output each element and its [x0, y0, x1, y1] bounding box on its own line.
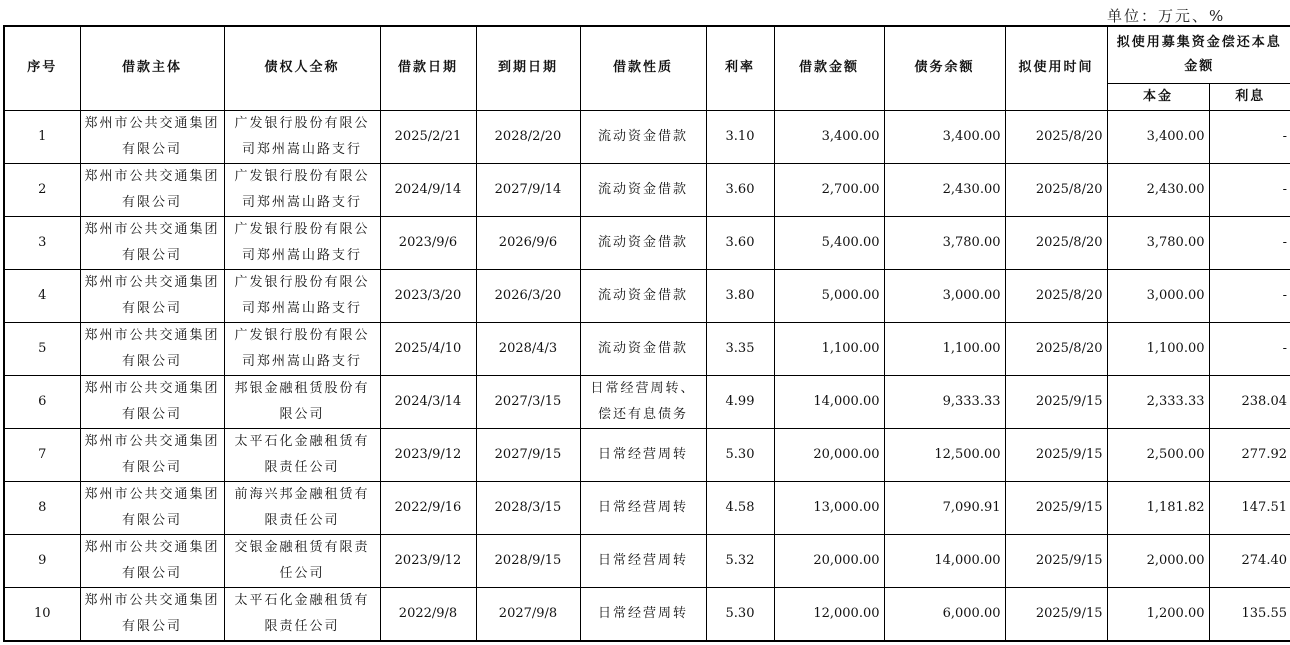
cell-creditor: 广发银行股份有限公司郑州嵩山路支行: [224, 322, 380, 375]
cell-balance: 3,400.00: [884, 110, 1005, 163]
cell-creditor: 广发银行股份有限公司郑州嵩山路支行: [224, 110, 380, 163]
cell-interest: 274.40: [1209, 534, 1290, 587]
unit-label: 单位：万元、%: [1107, 7, 1226, 25]
cell-nature: 流动资金借款: [580, 269, 706, 322]
cell-loan-date: 2024/3/14: [380, 375, 476, 428]
table-row: [4, 481, 1290, 534]
cell-nature: 日常经营周转: [580, 587, 706, 641]
cell-no: 7: [4, 428, 80, 481]
cell-loan-date: 2022/9/8: [380, 587, 476, 641]
cell-use-time: 2025/9/15: [1005, 375, 1107, 428]
cell-no: 8: [4, 481, 80, 534]
header-balance: 债务余额: [884, 26, 1005, 110]
cell-due-date: 2026/9/6: [476, 216, 580, 269]
table-row: [4, 428, 1290, 481]
cell-no: 5: [4, 322, 80, 375]
cell-loan-amount: 14,000.00: [774, 375, 884, 428]
cell-no: 1: [4, 110, 80, 163]
cell-borrower: 郑州市公共交通集团有限公司: [80, 269, 224, 322]
cell-interest: 147.51: [1209, 481, 1290, 534]
header-interest: 利息: [1209, 83, 1290, 110]
cell-rate: 5.32: [706, 534, 774, 587]
cell-nature: 日常经营周转、偿还有息债务: [580, 375, 706, 428]
cell-due-date: 2028/3/15: [476, 481, 580, 534]
cell-borrower: 郑州市公共交通集团有限公司: [80, 163, 224, 216]
cell-loan-amount: 13,000.00: [774, 481, 884, 534]
header-borrower: 借款主体: [80, 26, 224, 110]
cell-interest: 135.55: [1209, 587, 1290, 641]
cell-due-date: 2028/9/15: [476, 534, 580, 587]
cell-due-date: 2026/3/20: [476, 269, 580, 322]
cell-loan-date: 2023/9/6: [380, 216, 476, 269]
cell-no: 4: [4, 269, 80, 322]
cell-creditor: 广发银行股份有限公司郑州嵩山路支行: [224, 163, 380, 216]
cell-loan-date: 2025/2/21: [380, 110, 476, 163]
cell-use-time: 2025/8/20: [1005, 163, 1107, 216]
cell-no: 9: [4, 534, 80, 587]
cell-loan-amount: 2,700.00: [774, 163, 884, 216]
header-row: [4, 26, 1290, 83]
cell-loan-date: 2024/9/14: [380, 163, 476, 216]
header-principal: 本金: [1107, 83, 1209, 110]
cell-no: 10: [4, 587, 80, 641]
cell-principal: 2,430.00: [1107, 163, 1209, 216]
header-creditor: 债权人全称: [224, 26, 380, 110]
cell-creditor: 广发银行股份有限公司郑州嵩山路支行: [224, 216, 380, 269]
cell-principal: 3,400.00: [1107, 110, 1209, 163]
cell-interest: 277.92: [1209, 428, 1290, 481]
cell-nature: 流动资金借款: [580, 216, 706, 269]
cell-rate: 4.99: [706, 375, 774, 428]
table-row: [4, 269, 1290, 322]
header-repay-group: 拟使用募集资金偿还本息金额: [1107, 26, 1290, 83]
cell-balance: 2,430.00: [884, 163, 1005, 216]
header-nature: 借款性质: [580, 26, 706, 110]
cell-nature: 流动资金借款: [580, 322, 706, 375]
cell-rate: 3.35: [706, 322, 774, 375]
cell-principal: 2,000.00: [1107, 534, 1209, 587]
cell-due-date: 2027/9/14: [476, 163, 580, 216]
cell-balance: 14,000.00: [884, 534, 1005, 587]
table-row: [4, 322, 1290, 375]
table-body: [4, 110, 1290, 641]
cell-principal: 3,780.00: [1107, 216, 1209, 269]
cell-due-date: 2028/4/3: [476, 322, 580, 375]
header-no: 序号: [4, 26, 80, 110]
cell-principal: 3,000.00: [1107, 269, 1209, 322]
cell-creditor: 邦银金融租赁股份有限公司: [224, 375, 380, 428]
cell-creditor: 交银金融租赁有限责任公司: [224, 534, 380, 587]
cell-borrower: 郑州市公共交通集团有限公司: [80, 322, 224, 375]
cell-principal: 1,181.82: [1107, 481, 1209, 534]
cell-loan-amount: 3,400.00: [774, 110, 884, 163]
cell-balance: 7,090.91: [884, 481, 1005, 534]
cell-principal: 2,333.33: [1107, 375, 1209, 428]
cell-rate: 3.60: [706, 216, 774, 269]
cell-loan-amount: 1,100.00: [774, 322, 884, 375]
cell-due-date: 2027/9/15: [476, 428, 580, 481]
cell-interest: -: [1209, 110, 1290, 163]
cell-balance: 12,500.00: [884, 428, 1005, 481]
cell-use-time: 2025/8/20: [1005, 110, 1107, 163]
cell-interest: -: [1209, 322, 1290, 375]
cell-balance: 3,780.00: [884, 216, 1005, 269]
cell-nature: 日常经营周转: [580, 534, 706, 587]
cell-balance: 3,000.00: [884, 269, 1005, 322]
table-row: [4, 534, 1290, 587]
cell-use-time: 2025/9/15: [1005, 587, 1107, 641]
cell-interest: -: [1209, 269, 1290, 322]
cell-rate: 3.60: [706, 163, 774, 216]
cell-balance: 6,000.00: [884, 587, 1005, 641]
header-rate: 利率: [706, 26, 774, 110]
cell-principal: 1,100.00: [1107, 322, 1209, 375]
cell-nature: 流动资金借款: [580, 110, 706, 163]
cell-loan-date: 2023/9/12: [380, 534, 476, 587]
cell-use-time: 2025/8/20: [1005, 322, 1107, 375]
cell-rate: 3.80: [706, 269, 774, 322]
cell-loan-amount: 5,000.00: [774, 269, 884, 322]
cell-creditor: 前海兴邦金融租赁有限责任公司: [224, 481, 380, 534]
cell-creditor: 太平石化金融租赁有限责任公司: [224, 428, 380, 481]
cell-borrower: 郑州市公共交通集团有限公司: [80, 428, 224, 481]
header-loan-amount: 借款金额: [774, 26, 884, 110]
cell-nature: 日常经营周转: [580, 481, 706, 534]
cell-borrower: 郑州市公共交通集团有限公司: [80, 587, 224, 641]
cell-loan-date: 2023/9/12: [380, 428, 476, 481]
cell-due-date: 2028/2/20: [476, 110, 580, 163]
cell-no: 3: [4, 216, 80, 269]
header-due-date: 到期日期: [476, 26, 580, 110]
cell-interest: -: [1209, 163, 1290, 216]
cell-principal: 1,200.00: [1107, 587, 1209, 641]
cell-no: 6: [4, 375, 80, 428]
cell-loan-date: 2025/4/10: [380, 322, 476, 375]
cell-borrower: 郑州市公共交通集团有限公司: [80, 375, 224, 428]
table-row: [4, 587, 1290, 641]
table-row: [4, 216, 1290, 269]
cell-due-date: 2027/9/8: [476, 587, 580, 641]
cell-borrower: 郑州市公共交通集团有限公司: [80, 481, 224, 534]
cell-borrower: 郑州市公共交通集团有限公司: [80, 534, 224, 587]
table-row: [4, 375, 1290, 428]
cell-use-time: 2025/8/20: [1005, 269, 1107, 322]
cell-balance: 9,333.33: [884, 375, 1005, 428]
cell-no: 2: [4, 163, 80, 216]
header-use-time: 拟使用时间: [1005, 26, 1107, 110]
cell-use-time: 2025/9/15: [1005, 428, 1107, 481]
cell-interest: -: [1209, 216, 1290, 269]
cell-balance: 1,100.00: [884, 322, 1005, 375]
header-loan-date: 借款日期: [380, 26, 476, 110]
table-row: [4, 110, 1290, 163]
cell-borrower: 郑州市公共交通集团有限公司: [80, 216, 224, 269]
cell-use-time: 2025/9/15: [1005, 534, 1107, 587]
cell-use-time: 2025/9/15: [1005, 481, 1107, 534]
cell-creditor: 太平石化金融租赁有限责任公司: [224, 587, 380, 641]
cell-nature: 流动资金借款: [580, 163, 706, 216]
cell-use-time: 2025/8/20: [1005, 216, 1107, 269]
cell-creditor: 广发银行股份有限公司郑州嵩山路支行: [224, 269, 380, 322]
cell-rate: 5.30: [706, 428, 774, 481]
cell-nature: 日常经营周转: [580, 428, 706, 481]
cell-loan-amount: 20,000.00: [774, 428, 884, 481]
cell-due-date: 2027/3/15: [476, 375, 580, 428]
cell-loan-amount: 20,000.00: [774, 534, 884, 587]
cell-loan-date: 2023/3/20: [380, 269, 476, 322]
table-row: [4, 163, 1290, 216]
cell-principal: 2,500.00: [1107, 428, 1209, 481]
cell-interest: 238.04: [1209, 375, 1290, 428]
debt-repayment-table: [3, 25, 1290, 642]
cell-loan-amount: 12,000.00: [774, 587, 884, 641]
cell-rate: 4.58: [706, 481, 774, 534]
cell-borrower: 郑州市公共交通集团有限公司: [80, 110, 224, 163]
cell-loan-date: 2022/9/16: [380, 481, 476, 534]
cell-loan-amount: 5,400.00: [774, 216, 884, 269]
cell-rate: 5.30: [706, 587, 774, 641]
cell-rate: 3.10: [706, 110, 774, 163]
